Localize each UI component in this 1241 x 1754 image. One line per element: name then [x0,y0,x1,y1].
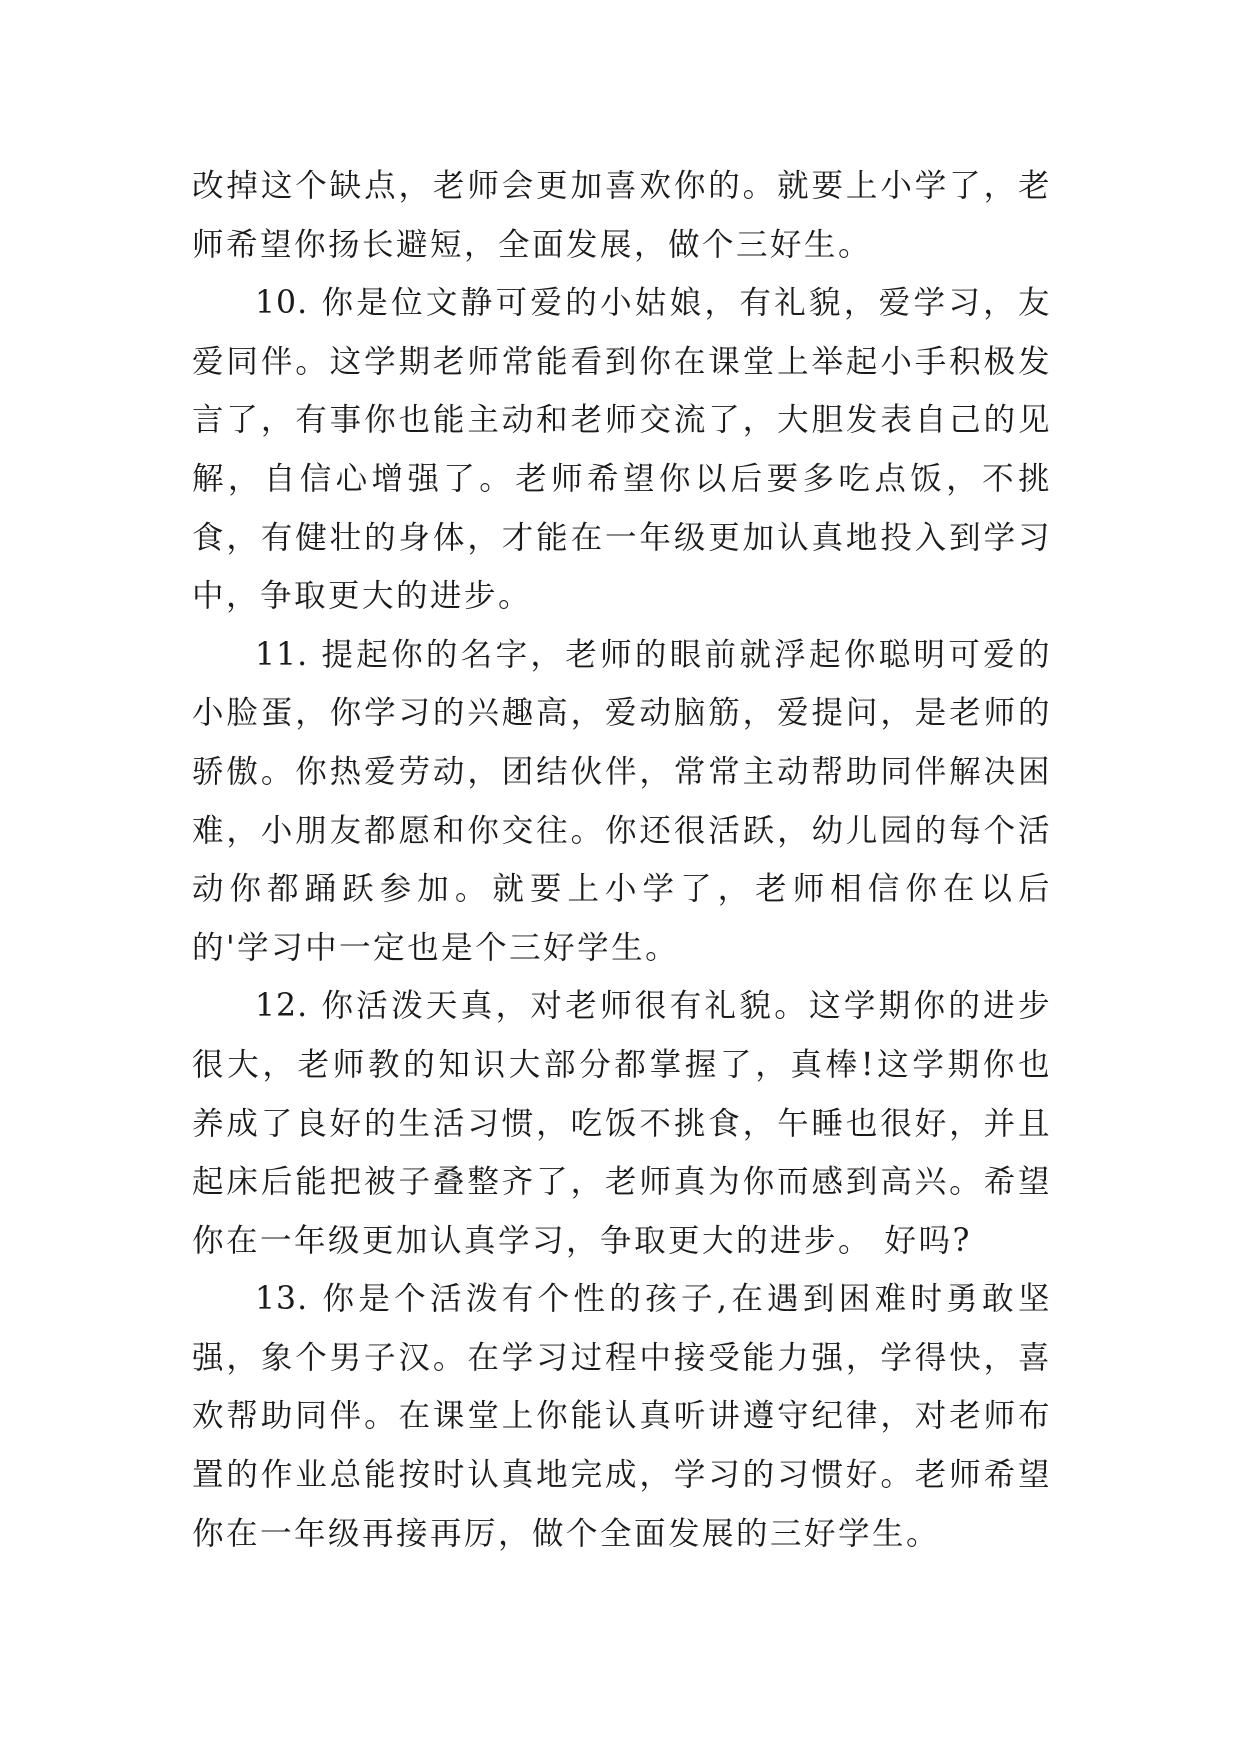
paragraph-10 [192,274,1052,626]
paragraph-number: 11. [255,636,309,673]
paragraph-number: 10. [255,285,309,322]
paragraph-12 [192,977,1052,1270]
document-body [192,157,1052,1563]
paragraph-text: 你是个活泼有个性的孩子,在遇到困难时勇敢坚强，象个男子汉。在学习过程中接受能力强，学得快，喜欢帮助同伴。在课堂上你能认真听讲遵守纪律，对老师布置的作业总能按时认真地完成，学习的习惯好。老师希望你在一年级再接再厉，做个全面发展的三好学生。 [192,1281,1053,1552]
paragraph-number: 12. [255,988,309,1025]
paragraph-text: 你活泼天真，对老师很有礼貌。这学期你的进步很大，老师教的知识大部分都掌握了，真棒!这学期你也养成了良好的生活习惯，吃饭不挑食，午睡也很好，并且起床后能把被子叠整齐了，老师真为你而感到高兴。希望你在一年级更加认真学习，争取更大的进步。 好吗? [192,988,1052,1259]
paragraph-number: 13. [255,1281,309,1318]
paragraph-text: 你是位文静可爱的小姑娘，有礼貌，爱学习，友爱同伴。这学期老师常能看到你在课堂上举起小手积极发言了，有事你也能主动和老师交流了，大胆发表自己的见解，自信心增强了。老师希望你以后要多吃点饭，不挑食，有健壮的身体，才能在一年级更加认真地投入到学习中，争取更大的进步。 [192,285,1052,615]
paragraph-continued [192,157,1052,274]
paragraph-11 [192,626,1052,978]
paragraph-13 [192,1270,1052,1563]
paragraph-text: 提起你的名字，老师的眼前就浮起你聪明可爱的小脸蛋，你学习的兴趣高，爱动脑筋，爱提问，是老师的骄傲。你热爱劳动，团结伙伴，常常主动帮助同伴解决困难，小朋友都愿和你交往。你还很活跃，幼儿园的每个活动你都踊跃参加。就要上小学了，老师相信你在以后的'学习中一定也是个三好学生。 [192,636,1052,966]
paragraph-text: 改掉这个缺点，老师会更加喜欢你的。就要上小学了，老师希望你扬长避短，全面发展，做个三好生。 [192,168,1052,263]
